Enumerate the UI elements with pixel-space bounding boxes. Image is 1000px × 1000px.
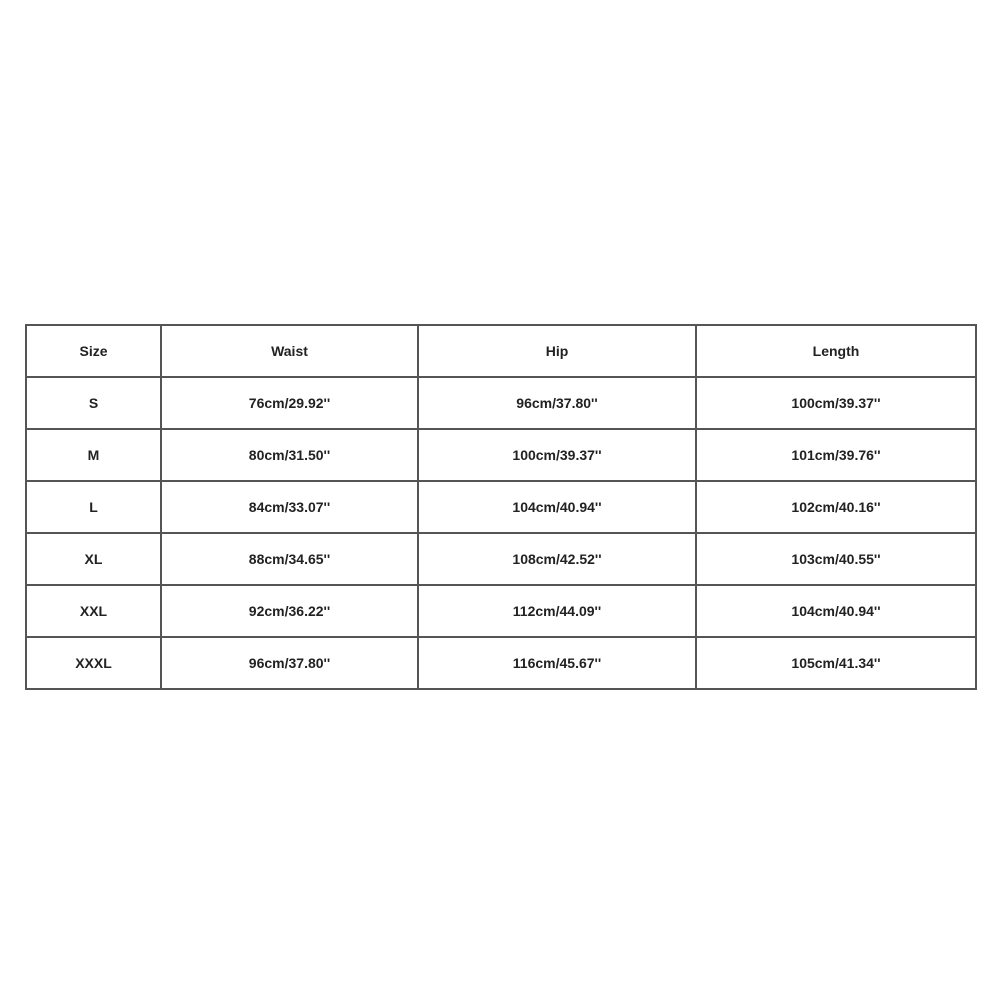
table-row [26,429,976,481]
header-size: Size [26,325,161,377]
table-row [26,481,976,533]
cell-size: L [26,481,161,533]
header-waist: Waist [161,325,418,377]
cell-length: 103cm/40.55'' [696,533,976,585]
cell-waist: 84cm/33.07'' [161,481,418,533]
cell-length: 101cm/39.76'' [696,429,976,481]
cell-waist: 92cm/36.22'' [161,585,418,637]
cell-hip: 104cm/40.94'' [418,481,696,533]
cell-size: XXL [26,585,161,637]
cell-waist: 80cm/31.50'' [161,429,418,481]
cell-length: 102cm/40.16'' [696,481,976,533]
cell-size: S [26,377,161,429]
cell-hip: 100cm/39.37'' [418,429,696,481]
cell-hip: 116cm/45.67'' [418,637,696,689]
size-chart-table [25,324,977,690]
cell-length: 104cm/40.94'' [696,585,976,637]
cell-hip: 96cm/37.80'' [418,377,696,429]
header-row [26,325,976,377]
cell-size: M [26,429,161,481]
header-hip: Hip [418,325,696,377]
table-row [26,533,976,585]
cell-length: 105cm/41.34'' [696,637,976,689]
cell-waist: 88cm/34.65'' [161,533,418,585]
table-row [26,377,976,429]
table-row [26,585,976,637]
header-length: Length [696,325,976,377]
cell-length: 100cm/39.37'' [696,377,976,429]
cell-hip: 112cm/44.09'' [418,585,696,637]
cell-size: XL [26,533,161,585]
cell-waist: 76cm/29.92'' [161,377,418,429]
cell-hip: 108cm/42.52'' [418,533,696,585]
cell-waist: 96cm/37.80'' [161,637,418,689]
cell-size: XXXL [26,637,161,689]
table-row [26,637,976,689]
